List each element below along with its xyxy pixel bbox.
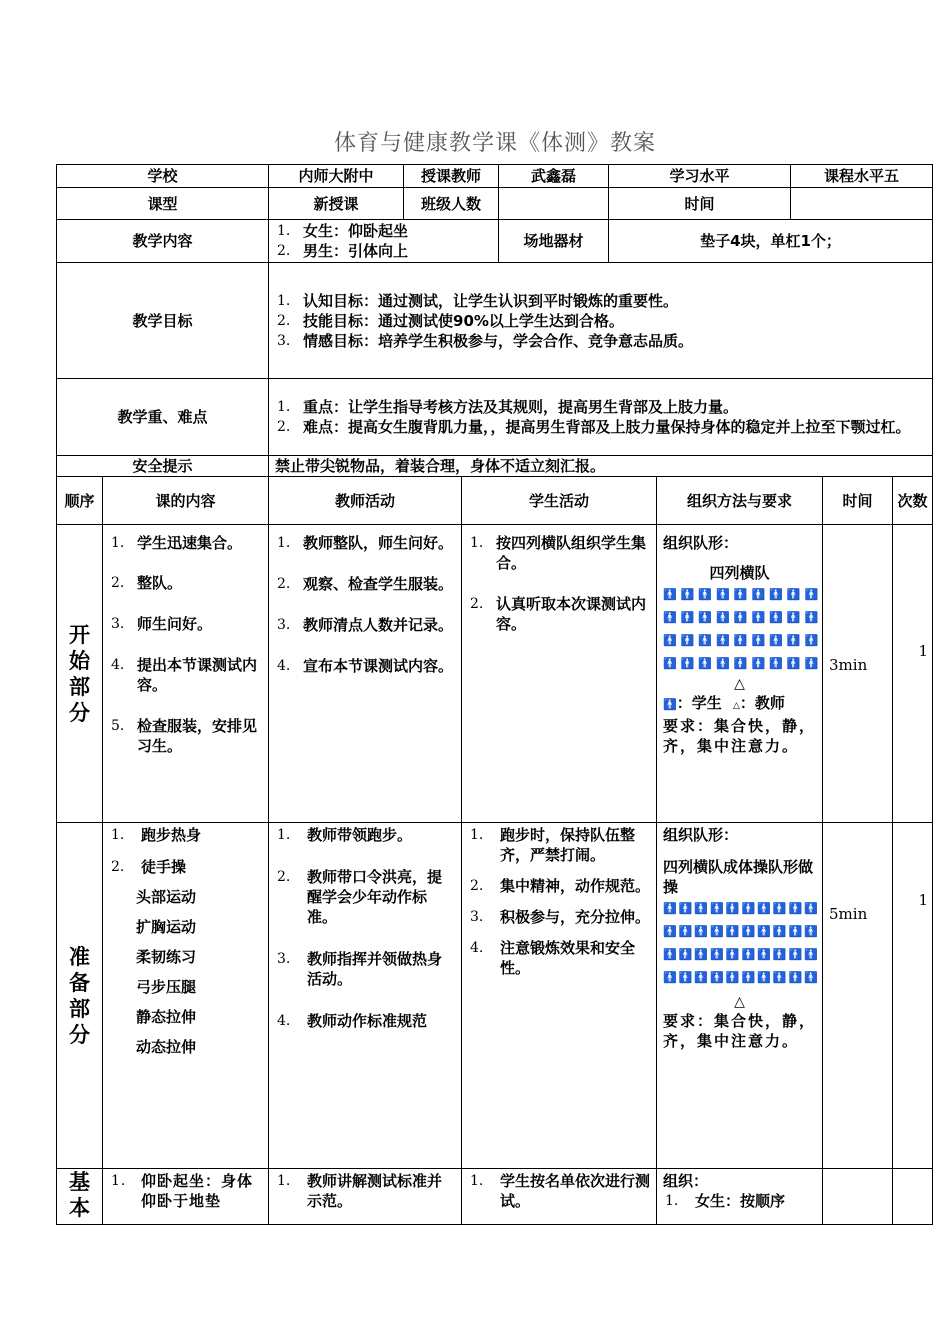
list-item: 2. 集中精神，动作规范。 <box>470 877 651 895</box>
list-item: 1. 仰卧起坐：身体仰卧于地垫 <box>111 1172 254 1210</box>
list-item: 1. 学生按名单依次进行测试。 <box>470 1172 651 1210</box>
teacher-label: 授课教师 <box>404 165 499 188</box>
list-item: 1. 学生迅速集合。 <box>111 534 243 552</box>
list-item: 1. 跑步时，保持队伍整齐，严禁打闹。 <box>470 826 636 864</box>
class-size-label: 班级人数 <box>404 188 499 220</box>
content-item: 1. 女生：仰卧起坐 <box>277 222 409 240</box>
type-value: 新授课 <box>269 188 404 220</box>
safety-label: 安全提示 <box>57 456 269 477</box>
list-item: 1. 跑步热身 <box>111 826 202 844</box>
list-item: 3. 师生问好。 <box>111 615 213 633</box>
formation-row: 🚹🚹🚹🚹🚹🚹🚹🚹🚹 <box>663 634 823 647</box>
org-title: 组织队形： <box>663 826 739 844</box>
list-item: 3. 积极参与，充分拉伸。 <box>470 908 651 926</box>
section-prep <box>57 823 933 1169</box>
org-formation: 四列横队成体操队形做操 <box>663 858 814 896</box>
list-item: 2. 观察、检查学生服装。 <box>277 575 454 593</box>
section-count: 1 <box>893 823 933 1169</box>
goals-label: 教学目标 <box>57 263 269 379</box>
content-label: 教学内容 <box>57 220 269 263</box>
section-teacher <box>269 823 462 1169</box>
school-label: 学校 <box>57 165 269 188</box>
section-teacher <box>269 1169 462 1225</box>
list-item: 1. 教师带领跑步。 <box>277 826 413 844</box>
formation-row: 🚹🚹🚹🚹🚹🚹🚹🚹🚹🚹 <box>663 925 820 938</box>
formation-row: 🚹🚹🚹🚹🚹🚹🚹🚹🚹 <box>663 588 823 601</box>
time-label: 时间 <box>609 188 791 220</box>
list-item: 5. 检查服装，安排见习生。 <box>111 717 258 755</box>
teacher-triangle-icon: △ <box>734 994 745 1010</box>
col-time: 时间 <box>823 477 893 525</box>
section-student <box>462 525 657 823</box>
venue-label: 场地器材 <box>499 220 609 263</box>
list-item: 2. 徒手操 <box>111 858 187 876</box>
section-content <box>103 823 269 1169</box>
col-order: 顺序 <box>57 477 103 525</box>
org-formation: 四列横队 <box>709 564 770 582</box>
list-item: 4. 提出本节课测试内容。 <box>111 656 258 694</box>
col-teacher: 教师活动 <box>269 477 462 525</box>
org-title: 组织队形： <box>663 534 739 552</box>
section-teacher <box>269 525 462 823</box>
list-item: 4. 教师动作标准规范 <box>277 1012 428 1030</box>
lesson-table <box>56 476 933 1225</box>
list-item: 静态拉伸 <box>136 1008 197 1026</box>
level-value: 课程水平五 <box>791 165 933 188</box>
teacher-icon: △ <box>732 701 740 711</box>
list-item: 2. 整队。 <box>111 574 183 592</box>
org-requirement: 要求：集合快，静，齐，集中注意力。 <box>663 717 817 755</box>
list-item: 1. 按四列横队组织学生集合。 <box>470 534 647 572</box>
page-title: 体育与健康教学课《体测》教案 <box>333 131 656 156</box>
list-item: 3. 教师清点人数并记录。 <box>277 616 454 634</box>
col-content: 课的内容 <box>103 477 269 525</box>
org-title: 组织： <box>663 1172 709 1190</box>
section-organization <box>657 823 823 1169</box>
info-table <box>56 164 933 477</box>
col-organization: 组织方法与要求 <box>657 477 823 525</box>
list-item: 1. 女生：按顺序 <box>665 1192 786 1210</box>
section-student <box>462 1169 657 1225</box>
section-organization <box>657 525 823 823</box>
list-item: 弓步压腿 <box>136 978 197 996</box>
key-points-list <box>269 379 933 456</box>
section-time: 3min <box>823 525 893 823</box>
section-content <box>103 525 269 823</box>
type-label: 课型 <box>57 188 269 220</box>
list-item: 4. 宣布本节课测试内容。 <box>277 657 454 675</box>
time-value <box>791 188 933 220</box>
section-name: 基本 <box>57 1169 103 1225</box>
list-item: 头部运动 <box>136 888 197 906</box>
content-item: 2. 男生：引体向上 <box>277 242 409 260</box>
goal-item: 1. 认知目标：通过测试，让学生认识到平时锻炼的重要性。 <box>277 291 679 310</box>
section-time: 5min <box>823 823 893 1169</box>
list-item: 1. 教师讲解测试标准并示范。 <box>277 1172 443 1210</box>
list-item: 3. 教师指挥并领做热身活动。 <box>277 950 443 988</box>
list-item: 动态拉伸 <box>136 1038 197 1056</box>
school-value: 内师大附中 <box>269 165 404 188</box>
formation-row: 🚹🚹🚹🚹🚹🚹🚹🚹🚹🚹 <box>663 948 820 961</box>
col-count: 次数 <box>893 477 933 525</box>
section-basic <box>57 1169 933 1225</box>
section-time <box>823 1169 893 1225</box>
list-item: 柔韧练习 <box>136 948 197 966</box>
section-name: 准备部分 <box>57 823 103 1169</box>
venue-value: 垫子4块，单杠1个； <box>609 220 933 263</box>
formation-row: 🚹🚹🚹🚹🚹🚹🚹🚹🚹🚹 <box>663 902 820 915</box>
key-points-label: 教学重、难点 <box>57 379 269 456</box>
list-item: 4. 注意锻炼效果和安全性。 <box>470 939 636 977</box>
goal-item: 3. 情感目标：培养学生积极参与，学会合作、竞争意志品质。 <box>277 331 694 350</box>
safety-value: 禁止带尖锐物品，着装合理，身体不适立刻汇报。 <box>269 456 933 477</box>
section-name: 开始部分 <box>57 525 103 823</box>
key-point-item: 2. 难点：提高女生腹背肌力量，，提高男生背部及上肢力量保持身体的稳定并上拉至下颚过杠。 <box>277 418 911 436</box>
org-requirement: 要求：集合快，静，齐，集中注意力。 <box>663 1012 817 1050</box>
section-content <box>103 1169 269 1225</box>
list-item: 2. 认真听取本次课测试内容。 <box>470 595 647 633</box>
teacher-value: 武鑫磊 <box>499 165 609 188</box>
section-count: 1 <box>893 525 933 823</box>
section-organization <box>657 1169 823 1225</box>
org-legend: 🚹：学生 △：教师 <box>663 694 785 712</box>
list-item: 2. 教师带口令洪亮，提醒学会少年动作标准。 <box>277 868 443 926</box>
col-student: 学生活动 <box>462 477 657 525</box>
student-icon: 🚹 <box>663 698 677 711</box>
section-start <box>57 525 933 823</box>
goal-item: 2. 技能目标：通过测试使90%以上学生达到合格。 <box>277 311 624 330</box>
section-student <box>462 823 657 1169</box>
teacher-triangle-icon: △ <box>734 676 745 692</box>
content-list <box>269 220 499 263</box>
formation-row: 🚹🚹🚹🚹🚹🚹🚹🚹🚹 <box>663 657 823 670</box>
list-item: 1. 教师整队，师生问好。 <box>277 534 454 552</box>
formation-row: 🚹🚹🚹🚹🚹🚹🚹🚹🚹 <box>663 611 823 624</box>
list-item: 扩胸运动 <box>136 918 197 936</box>
formation-row: 🚹🚹🚹🚹🚹🚹🚹🚹🚹🚹 <box>663 971 820 984</box>
section-count <box>893 1169 933 1225</box>
class-size-value <box>499 188 609 220</box>
goals-list <box>269 263 933 379</box>
level-label: 学习水平 <box>609 165 791 188</box>
key-point-item: 1. 重点：让学生指导考核方法及其规则，提高男生背部及上肢力量。 <box>277 398 739 416</box>
